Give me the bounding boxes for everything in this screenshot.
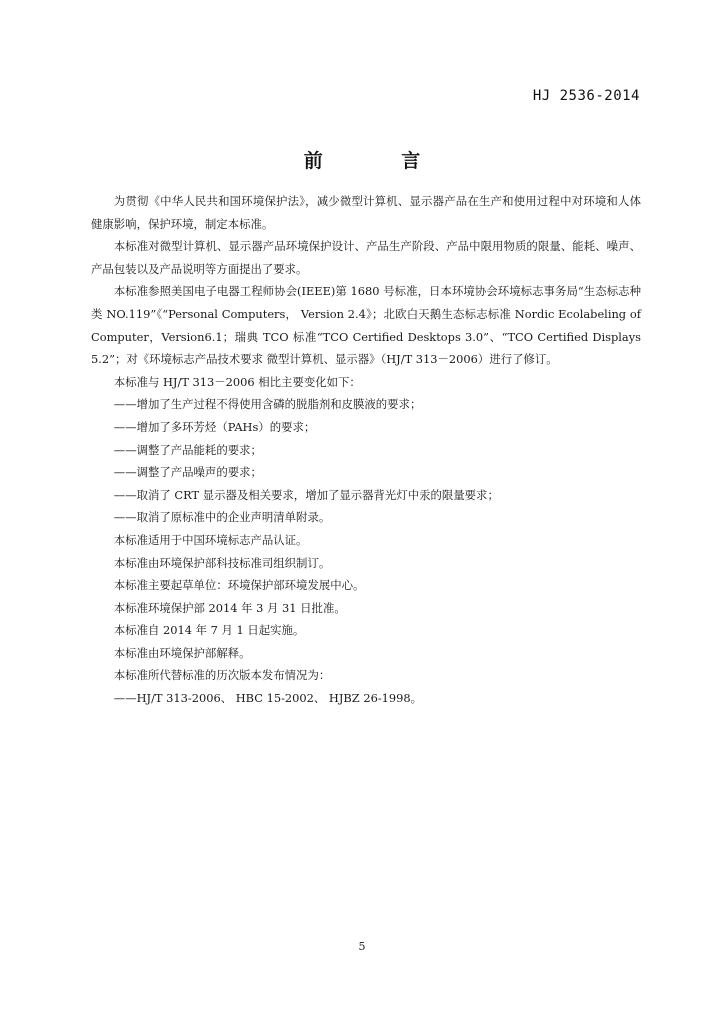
paragraph-interpretation: 本标准由环境保护部解释。	[113, 645, 251, 660]
foreword-body	[91, 190, 641, 710]
standard-code: HJ 2536-2014	[532, 88, 640, 104]
change-item: ——调整了产品能耗的要求；	[113, 442, 262, 457]
paragraph-drafting-unit: 本标准主要起草单位：环境保护部环境发展中心。	[113, 578, 365, 593]
paragraph-approval-date: 本标准环境保护部 2014 年 3 月 31 日批准。	[113, 600, 346, 615]
change-item: ——增加了生产过程不得使用含磷的脱脂剂和皮膜液的要求；	[113, 397, 422, 412]
paragraph-references: 本标准参照美国电子电器工程师协会(IEEE)第 1680 号标准，日本环境协会环境标志事务局“生态标志种类 NO.119”《“Personal Computers， Version 2.4》；北欧白天鹅生态标志标准 Nordic Ecolabeling of Computer，Version6.1；瑞典 TCO 标准“TCO Certified Desktops 3.0”、“TCO Certified Displays 5.2”；对《环境标志产品技术要求 微型计算机、显示器》（HJ/T 313－2006）进行了修订。	[91, 284, 641, 367]
paragraph-organizer: 本标准由环境保护部科技标准司组织制订。	[113, 555, 331, 570]
paragraph-changes-intro: 本标准与 HJ/T 313－2006 相比主要变化如下：	[113, 374, 361, 389]
paragraph-history-versions: ——HJ/T 313-2006、 HBC 15-2002、 HJBZ 26-1998。	[113, 691, 423, 706]
paragraph-applicability: 本标准适用于中国环境标志产品认证。	[113, 532, 308, 547]
change-item: ——调整了产品噪声的要求；	[113, 465, 262, 480]
paragraph-effective-date: 本标准自 2014 年 7 月 1 日起实施。	[113, 623, 305, 638]
page-number: 5	[358, 940, 366, 953]
change-item: ——取消了 CRT 显示器及相关要求，增加了显示器背光灯中汞的限量要求；	[113, 487, 499, 502]
paragraph-scope-of-requirements: 本标准对微型计算机、显示器产品环境保护设计、产品生产阶段、产品中限用物质的限量、能耗、噪声、产品包装以及产品说明等方面提出了要求。	[91, 239, 641, 276]
paragraph-purpose: 为贯彻《中华人民共和国环境保护法》，减少微型计算机、显示器产品在生产和使用过程中对环境和人体健康影响，保护环境，制定本标准。	[91, 194, 641, 231]
page-title: 前 言	[303, 150, 457, 172]
paragraph-history-intro: 本标准所代替标准的历次版本发布情况为：	[113, 668, 331, 683]
change-item: ——取消了原标准中的企业声明清单附录。	[113, 510, 331, 525]
change-item: ——增加了多环芳烃（PAHs）的要求；	[113, 419, 316, 434]
